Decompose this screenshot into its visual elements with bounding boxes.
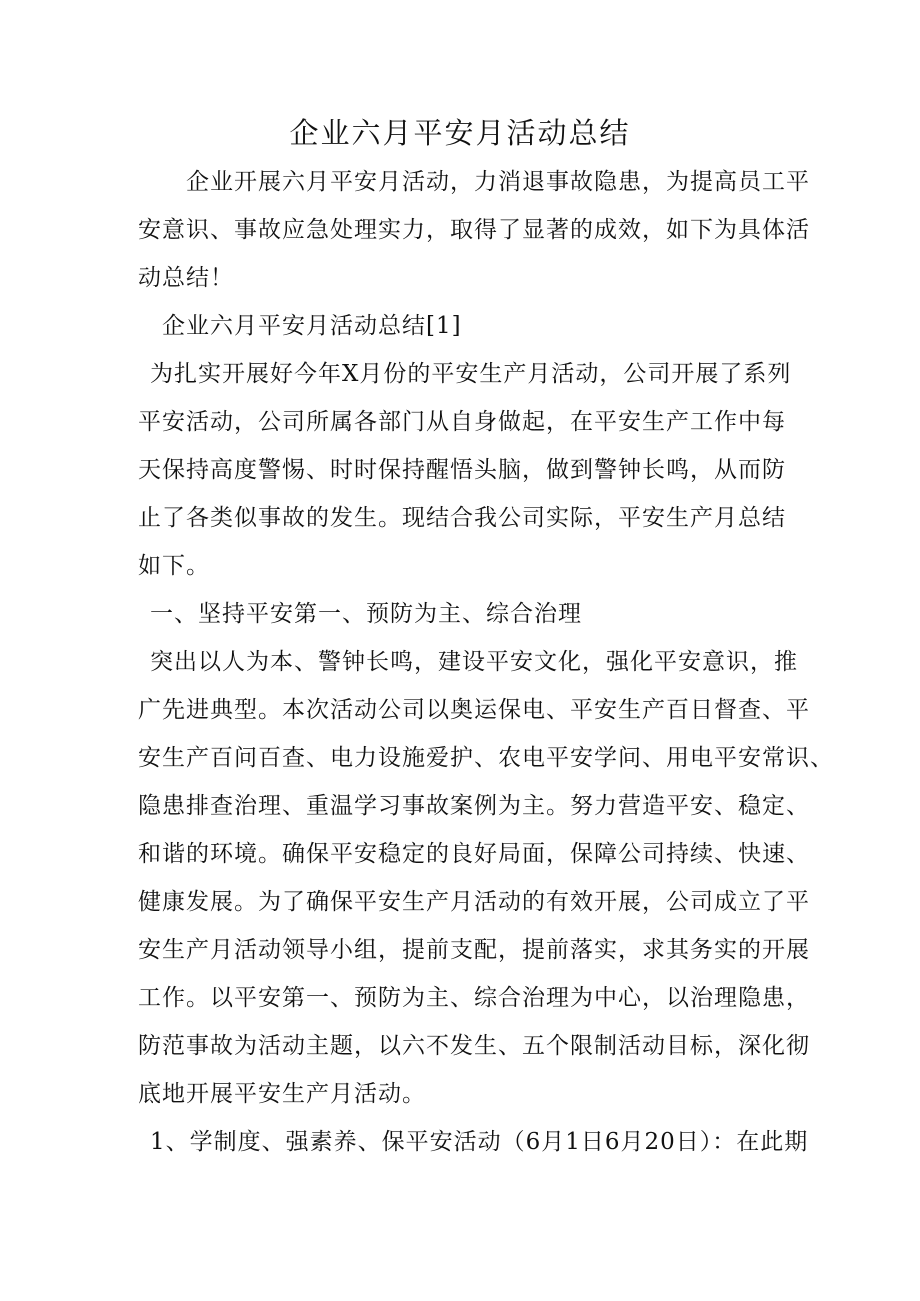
paragraph-line: 安意识、事故应急处理实力，取得了显著的成效，如下为具体活 bbox=[138, 217, 810, 243]
paragraph-line: 企业开展六月平安月活动，力消退事故隐患，为提高员工平 bbox=[186, 169, 810, 195]
paragraph-line: 为扎实开展好今年X月份的平安生产月活动，公司开展了系列 bbox=[150, 361, 792, 387]
paragraph-line: 健康发展。为了确保平安生产月活动的有效开展，公司成立了平 bbox=[138, 889, 810, 915]
paragraph-line: 止了各类似事故的发生。现结合我公司实际，平安生产月总结 bbox=[138, 505, 786, 531]
paragraph-line: 安生产百问百查、电力设施爱护、农电平安学问、用电平安常识、 bbox=[138, 745, 834, 771]
section-heading: 1、学制度、强素养、保平安活动（6月1日6月20日）：在此期 bbox=[150, 1129, 809, 1155]
paragraph-line: 防范事故为活动主题，以六不发生、五个限制活动目标，深化彻 bbox=[138, 1033, 810, 1059]
paragraph-line: 如下。 bbox=[138, 553, 210, 579]
paragraph-line: 底地开展平安生产月活动。 bbox=[138, 1081, 426, 1107]
paragraph-line: 天保持高度警惕、时时保持醒悟头脑，做到警钟长鸣，从而防 bbox=[138, 457, 786, 483]
document-title: 企业六月平安月活动总结 bbox=[289, 116, 631, 150]
paragraph-line: 工作。以平安第一、预防为主、综合治理为中心，以治理隐患， bbox=[138, 985, 810, 1011]
section-heading: 一、坚持平安第一、预防为主、综合治理 bbox=[150, 601, 582, 627]
paragraph-line: 隐患排查治理、重温学习事故案例为主。努力营造平安、稳定、 bbox=[138, 793, 810, 819]
paragraph-line: 动总结！ bbox=[138, 265, 234, 291]
paragraph-line: 平安活动，公司所属各部门从自身做起，在平安生产工作中每 bbox=[138, 409, 786, 435]
paragraph-line: 安生产月活动领导小组，提前支配，提前落实，求其务实的开展 bbox=[138, 937, 810, 963]
section-heading: 企业六月平安月活动总结[1] bbox=[162, 313, 462, 339]
paragraph-line: 突出以人为本、警钟长鸣，建设平安文化，强化平安意识，推 bbox=[150, 649, 798, 675]
paragraph-line: 广先进典型。本次活动公司以奥运保电、平安生产百日督查、平 bbox=[138, 697, 810, 723]
paragraph-line: 和谐的环境。确保平安稳定的良好局面，保障公司持续、快速、 bbox=[138, 841, 810, 867]
